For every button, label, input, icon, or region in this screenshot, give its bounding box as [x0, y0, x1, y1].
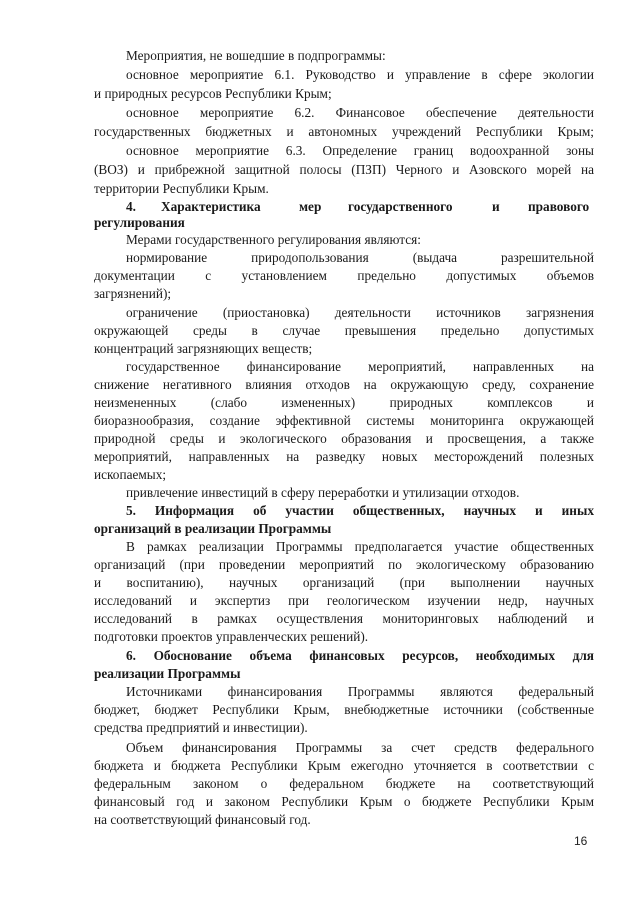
paragraph-line: государственных бюджетных и автономных учреждений Республики Крым;: [94, 124, 594, 139]
paragraph-line: средства предприятий и инвестиции).: [94, 720, 308, 735]
paragraph-line: окружающей среды в случае превышения предельно допустимых: [94, 323, 594, 338]
paragraph-line: бюджет, бюджет Республики Крым, внебюджетные источники (собственные: [94, 702, 594, 717]
paragraph-line: и природных ресурсов Республики Крым;: [94, 86, 332, 101]
paragraph-line: неизмененных (слабо измененных) природных комплексов и: [94, 395, 594, 410]
paragraph-line: государственное финансирование мероприятий, направленных на: [126, 359, 594, 374]
paragraph-line: на соответствующий финансовый год.: [94, 812, 311, 827]
paragraph-line: снижение негативного влияния отходов на окружающую среду, сохранение: [94, 377, 594, 392]
section-heading-4-cont: регулирования: [94, 215, 185, 230]
paragraph-line: загрязнений);: [94, 286, 172, 301]
page-number: 16: [574, 834, 588, 848]
paragraph-line: исследований в рамках осуществления мониторинговых наблюдений и: [94, 611, 594, 626]
section-heading-6-cont: реализации Программы: [94, 666, 241, 681]
paragraph-line: подготовки проектов управленческих решений).: [94, 629, 369, 644]
section-heading-6: 6. Обоснование объема финансовых ресурсов, необходимых для: [126, 648, 594, 663]
paragraph-line: исследований и экспертиз при геологическом изучении недр, научных: [94, 593, 594, 608]
paragraph-line: природной среды и экологического образования и просвещения, а также: [94, 431, 594, 446]
paragraph-line: документации с установлением предельно допустимых объемов: [94, 268, 594, 283]
section-heading-4: [94, 199, 594, 215]
heading-word: и: [492, 199, 500, 214]
paragraph-line: основное мероприятие 6.2. Финансовое обеспечение деятельности: [126, 105, 594, 120]
paragraph-line: федеральным законом о федеральном бюджете на соответствующий: [94, 776, 594, 791]
paragraph-line: и воспитанию), научных организаций (при выполнении научных: [94, 575, 594, 590]
paragraph-line: Источниками финансирования Программы являются федеральный: [126, 684, 594, 699]
heading-word: Характеристика: [161, 199, 261, 214]
paragraph-line: организаций (при проведении мероприятий по экологическому образованию: [94, 557, 594, 572]
paragraph-line: основное мероприятие 6.3. Определение границ водоохранной зоны: [126, 143, 594, 158]
paragraph-line: финансовый год и законом Республики Крым о бюджете Республики Крым: [94, 794, 594, 809]
heading-word: правового: [528, 199, 590, 214]
paragraph-line: В рамках реализации Программы предполагается участие общественных: [126, 539, 594, 554]
paragraph-line: территории Республики Крым.: [94, 181, 269, 196]
paragraph-line: концентраций загрязняющих веществ;: [94, 341, 313, 356]
paragraph-line: Объем финансирования Программы за счет средств федерального: [126, 740, 594, 755]
paragraph-line: Мерами государственного регулирования являются:: [126, 232, 421, 247]
paragraph-line: нормирование природопользования (выдача разрешительной: [126, 250, 594, 265]
paragraph-line: ограничение (приостановка) деятельности источников загрязнения: [126, 305, 594, 320]
paragraph-line: бюджета и бюджета Республики Крым ежегодно уточняется в соответствии с: [94, 758, 594, 773]
heading-word: государственного: [348, 199, 453, 214]
paragraph-line: (ВОЗ) и прибрежной защитной полосы (ПЗП) Черного и Азовского морей на: [94, 162, 594, 177]
paragraph-line: мероприятий, направленных на разведку новых месторождений полезных: [94, 449, 594, 464]
paragraph-line: привлечение инвестиций в сферу переработки и утилизации отходов.: [126, 485, 520, 500]
paragraph-line: основное мероприятие 6.1. Руководство и управление в сфере экологии: [126, 67, 594, 82]
paragraph-line: ископаемых;: [94, 467, 167, 482]
section-heading-5-cont: организаций в реализации Программы: [94, 521, 332, 536]
section-heading-5: 5. Информация об участии общественных, научных и иных: [126, 503, 594, 518]
paragraph-line: биоразнообразия, создание эффективной системы мониторинга окружающей: [94, 413, 594, 428]
paragraph-line: Мероприятия, не вошедшие в подпрограммы:: [126, 48, 386, 63]
heading-word: 4.: [126, 199, 136, 214]
heading-word: мер: [299, 199, 322, 214]
